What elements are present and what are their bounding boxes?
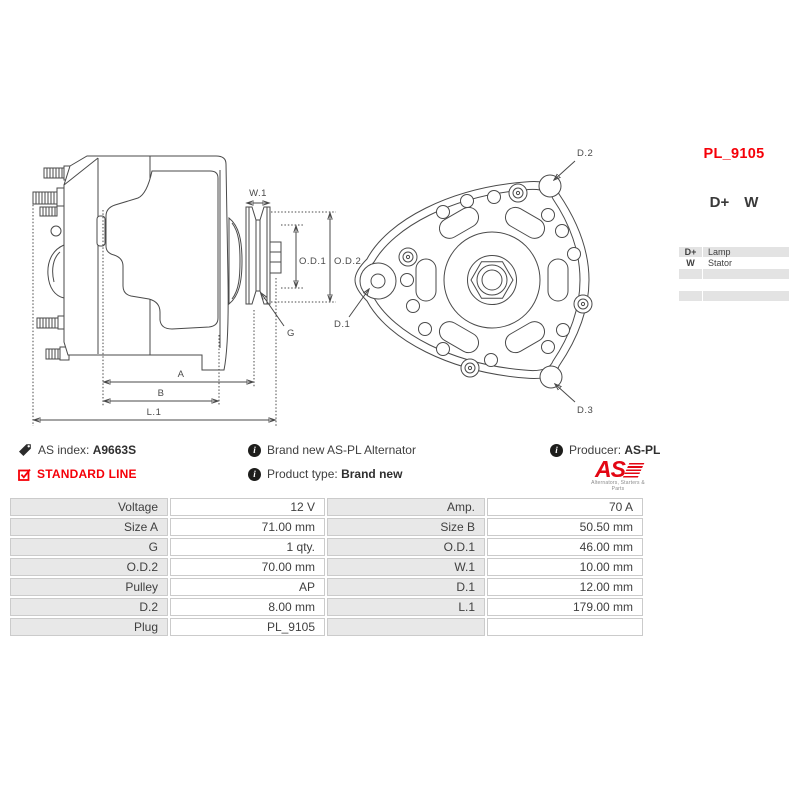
brand-new-item [248, 443, 416, 457]
terminal-row [679, 247, 789, 257]
dim-label-a: A [177, 369, 185, 380]
info-icon: i [550, 444, 563, 457]
product-type-item [248, 467, 402, 481]
spec-value-cell: AP [170, 578, 325, 596]
spec-value-cell [487, 618, 643, 636]
terminal-pin-cell [679, 291, 702, 301]
info-bar [0, 440, 668, 496]
terminal-row [679, 258, 789, 268]
spec-value-cell: 8.00 mm [170, 598, 325, 616]
spec-value-cell: 1 qty. [170, 538, 325, 556]
spec-value-cell: 12.00 mm [487, 578, 643, 596]
spec-row [10, 618, 643, 636]
pulley [246, 207, 270, 304]
terminal-row [679, 291, 789, 301]
spec-value-cell: 12 V [170, 498, 325, 516]
spec-label-cell: D.2 [10, 598, 168, 616]
spec-value-cell: PL_9105 [170, 618, 325, 636]
spec-label-cell: Plug [10, 618, 168, 636]
logo-as-text: AS [595, 456, 625, 482]
spec-value-cell: 46.00 mm [487, 538, 643, 556]
terminal-w: W [744, 194, 759, 211]
dim-label-d3: D.3 [577, 405, 594, 416]
spec-label-cell: Size B [327, 518, 485, 536]
spec-label-cell: O.D.2 [10, 558, 168, 576]
spec-row [10, 558, 643, 576]
terminal-pin-cell: D+ [679, 247, 702, 257]
spec-table [8, 496, 645, 638]
terminal-dplus: D+ [709, 194, 730, 211]
spec-label-cell [327, 618, 485, 636]
spec-value-cell: 50.50 mm [487, 518, 643, 536]
spec-value-cell: 10.00 mm [487, 558, 643, 576]
dim-label-d2: D.2 [577, 148, 594, 159]
tag-icon [18, 443, 32, 457]
terminal-pin-cell [679, 280, 702, 290]
as-index-value: A9663S [92, 443, 137, 457]
alternator-front-view [355, 175, 592, 388]
dim-label-g: G [287, 328, 295, 339]
producer-text: Producer: AS-PL [569, 443, 661, 457]
checkbox-checked-icon [18, 468, 31, 481]
spec-value-cell: 71.00 mm [170, 518, 325, 536]
corner-hole-bottom [540, 366, 562, 388]
spec-label-cell: L.1 [327, 598, 485, 616]
spec-row [10, 498, 643, 516]
terminal-row [679, 269, 789, 279]
spec-row [10, 578, 643, 596]
spec-row [10, 598, 643, 616]
product-type-text: Product type: Brand new [267, 467, 403, 481]
as-pl-logo [586, 456, 650, 492]
logo-tagline: Alternators, Starters & Parts [591, 480, 645, 492]
terminal-desc-cell: Lamp [703, 247, 789, 257]
spec-label-cell: G [10, 538, 168, 556]
as-index-item [18, 443, 136, 457]
terminal-pin-cell: W [679, 258, 702, 268]
spec-label-cell: W.1 [327, 558, 485, 576]
terminal-heading [678, 194, 790, 211]
info-icon: i [248, 444, 261, 457]
plug-panel [678, 146, 790, 302]
producer-item [550, 443, 660, 457]
terminal-desc-cell [703, 269, 789, 279]
dim-label-w1: W.1 [249, 188, 267, 199]
terminal-desc-cell [703, 291, 789, 301]
logo-stripes-icon [623, 463, 645, 478]
brand-new-text: Brand new AS-PL Alternator [267, 443, 416, 457]
plug-code: PL_9105 [703, 146, 765, 162]
standard-line-text: STANDARD LINE [37, 467, 137, 481]
corner-hole-top [539, 175, 561, 197]
product-type-value: Brand new [341, 467, 403, 481]
spec-label-cell: D.1 [327, 578, 485, 596]
spec-label-cell: Pulley [10, 578, 168, 596]
standard-line-item [18, 467, 137, 481]
terminal-desc-cell [703, 280, 789, 290]
info-icon: i [248, 468, 261, 481]
spec-row [10, 538, 643, 556]
dim-label-b: B [157, 388, 165, 399]
alternator-side-view [33, 156, 281, 370]
terminal-table [678, 246, 790, 302]
spec-label-cell: Amp. [327, 498, 485, 516]
terminal-row [679, 280, 789, 290]
terminal-pin-cell [679, 269, 702, 279]
producer-value: AS-PL [624, 443, 661, 457]
dim-label-od2: O.D.2 [334, 256, 362, 267]
dim-label-l1: L.1 [146, 407, 162, 418]
technical-drawing [0, 130, 660, 442]
terminal-desc-cell: Stator [703, 258, 789, 268]
spec-label-cell: Size A [10, 518, 168, 536]
dim-label-d1: D.1 [334, 319, 351, 330]
spec-label-cell: O.D.1 [327, 538, 485, 556]
spec-value-cell: 70 A [487, 498, 643, 516]
spec-value-cell: 70.00 mm [170, 558, 325, 576]
dim-label-od1: O.D.1 [299, 256, 327, 267]
spec-value-cell: 179.00 mm [487, 598, 643, 616]
spec-row [10, 518, 643, 536]
spec-label-cell: Voltage [10, 498, 168, 516]
as-index-text: AS index: A9663S [38, 443, 137, 457]
